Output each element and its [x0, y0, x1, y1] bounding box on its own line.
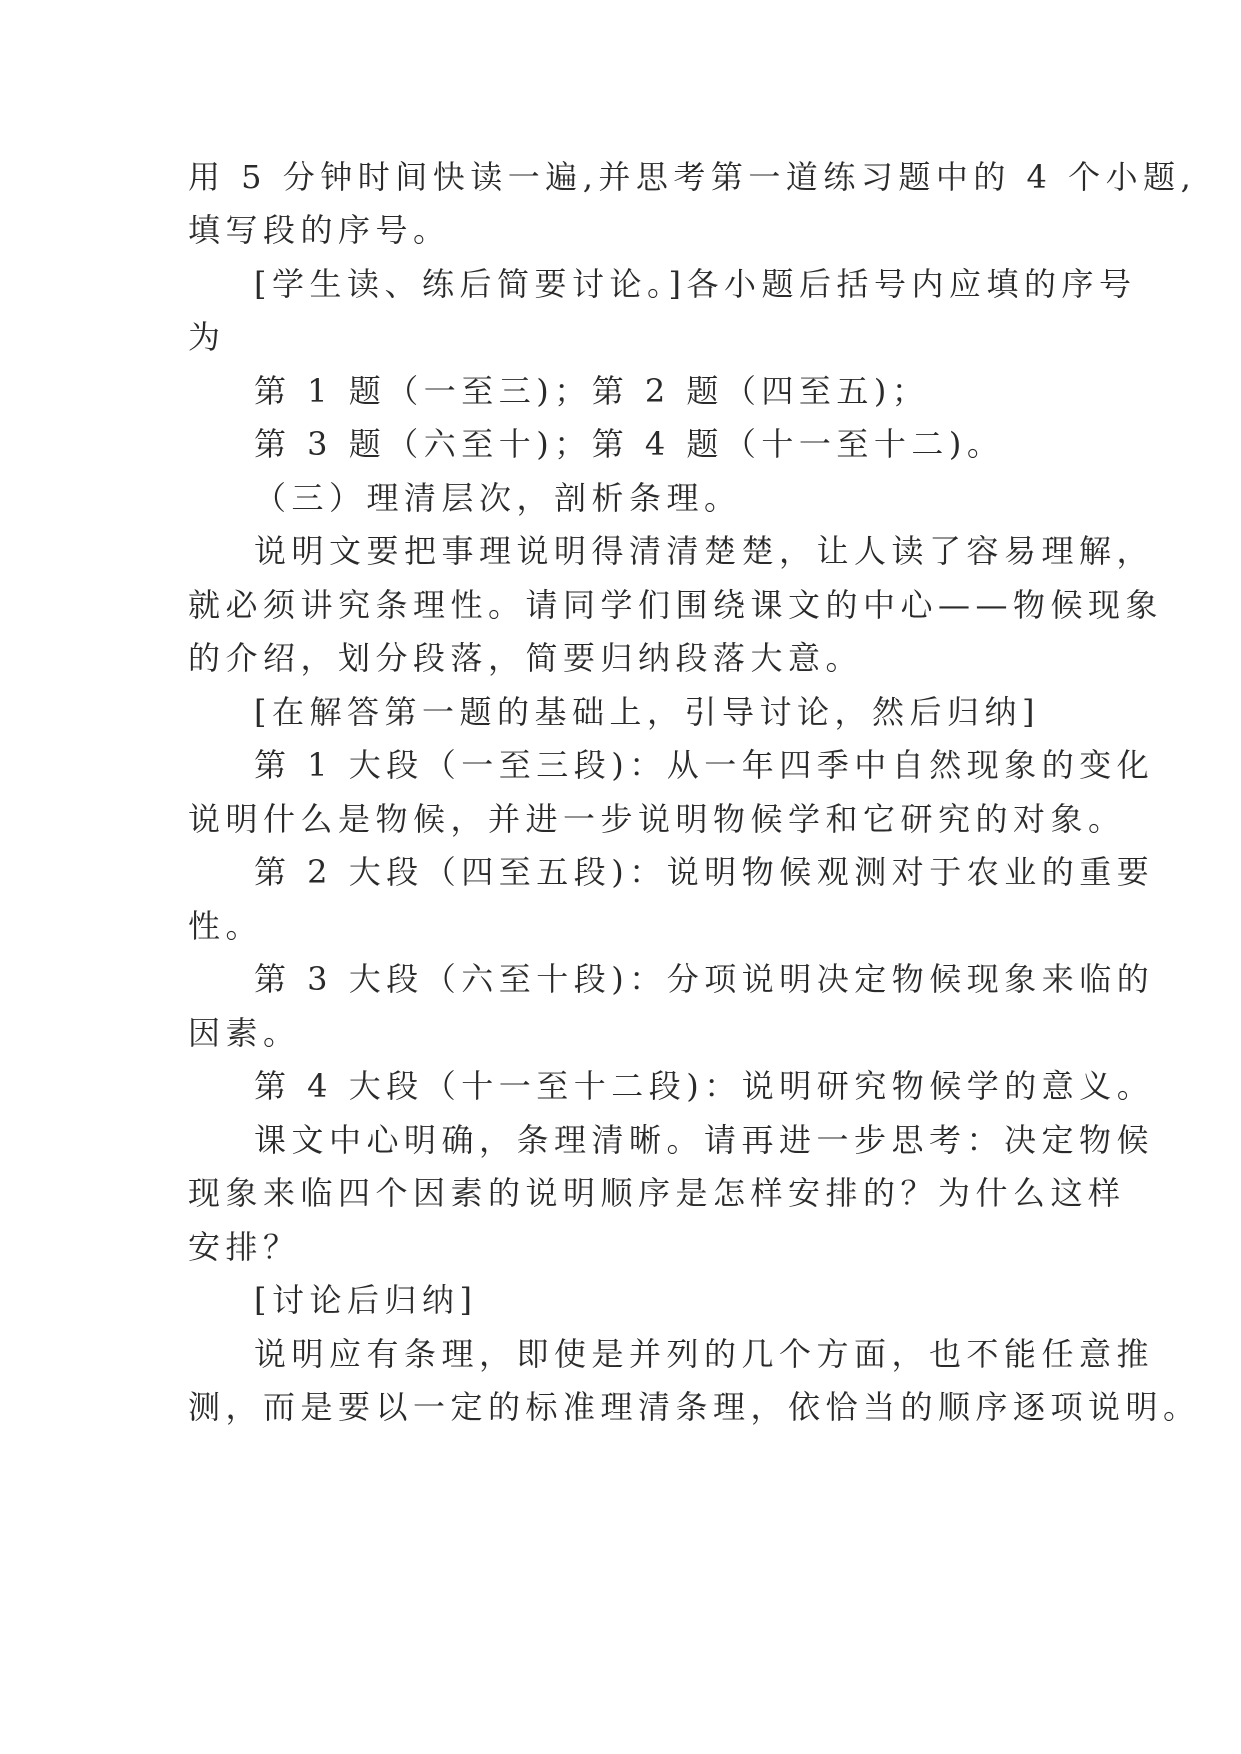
- text-line: 性。: [188, 907, 264, 945]
- text-line: 因素。: [188, 1014, 301, 1052]
- text-line: 第 3 大段（六至十段)：分项说明决定物候现象来临的: [254, 960, 1155, 998]
- section-heading: （三）理清层次，剖析条理。: [254, 479, 742, 517]
- text-line: 测，而是要以一定的标准理清条理，依恰当的顺序逐项说明。: [188, 1388, 1201, 1426]
- text-line: 第 4 大段（十一至十二段)：说明研究物候学的意义。: [254, 1067, 1155, 1105]
- text-line: 第 1 题（一至三)；第 2 题（四至五)；: [254, 372, 930, 410]
- text-line: 现象来临四个因素的说明顺序是怎样安排的？为什么这样: [188, 1174, 1126, 1212]
- text-line: 说明应有条理，即使是并列的几个方面，也不能任意推: [254, 1335, 1155, 1373]
- text-line: 第 1 大段（一至三段)：从一年四季中自然现象的变化: [254, 746, 1155, 784]
- text-line: 用 5 分钟时间快读一遍,并思考第一道练习题中的 4 个小题,: [188, 158, 1197, 196]
- text-line: 的介绍，划分段落，简要归纳段落大意。: [188, 639, 864, 677]
- text-line: 填写段的序号。: [188, 211, 451, 249]
- text-line: [在解答第一题的基础上，引导讨论，然后归纳]: [254, 693, 1040, 731]
- text-line: 说明什么是物候，并进一步说明物候学和它研究的对象。: [188, 800, 1126, 838]
- text-line: 说明文要把事理说明得清清楚楚，让人读了容易理解，: [254, 532, 1155, 570]
- text-line: 安排？: [188, 1228, 301, 1266]
- text-line: 课文中心明确，条理清晰。请再进一步思考：决定物候: [254, 1121, 1155, 1159]
- text-line: 第 2 大段（四至五段)：说明物候观测对于农业的重要: [254, 853, 1155, 891]
- text-line: 就必须讲究条理性。请同学们围绕课文的中心——物候现象: [188, 586, 1164, 624]
- text-line: [讨论后归纳]: [254, 1281, 478, 1319]
- text-line: [学生读、练后简要讨论。]各小题后括号内应填的序号: [254, 265, 1137, 303]
- text-line: 为: [188, 318, 226, 356]
- text-line: 第 3 题（六至十)；第 4 题（十一至十二)。: [254, 425, 1005, 463]
